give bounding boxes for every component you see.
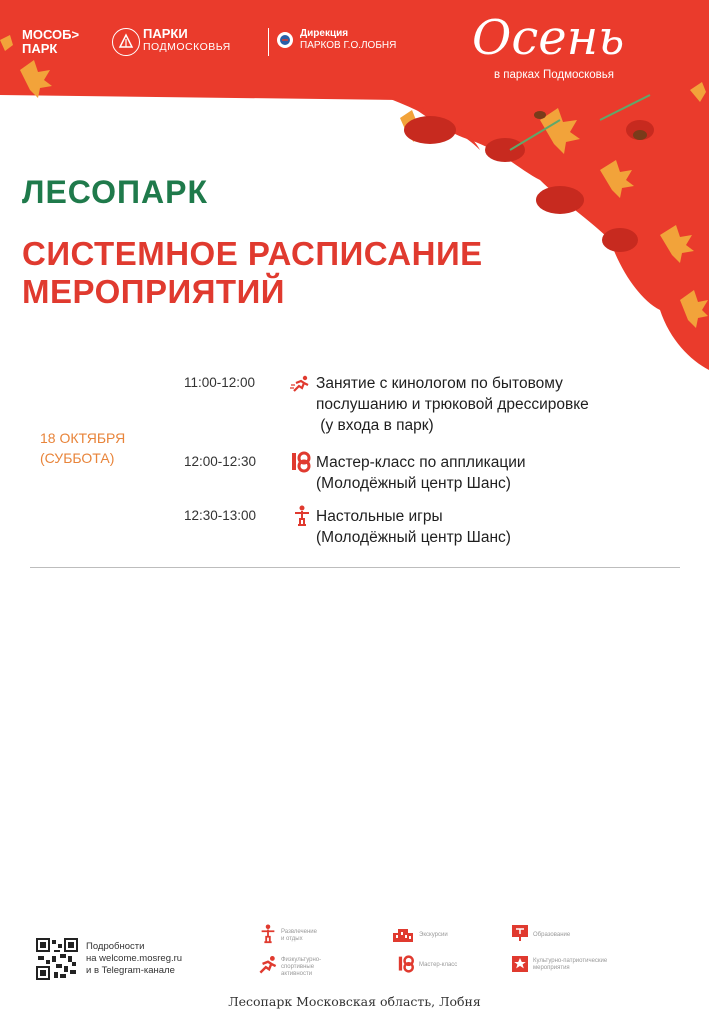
page-heading: СИСТЕМНОЕ РАСПИСАНИЕ МЕРОПРИЯТИЙ (22, 235, 483, 310)
legend-label: Мастер-класс (419, 962, 458, 968)
direction-parks-lobnya-logo: Дирекция ПАРКОВ Г.О.ЛОБНЯ (300, 28, 397, 51)
legend-icon-culture (511, 955, 529, 978)
legend-label: Экскурсии (419, 932, 448, 938)
event-time: 12:00-12:30 (184, 454, 257, 469)
age-18-icon (291, 451, 313, 478)
parks-podmoskovya-logo: ПАРКИ ПОДМОСКОВЬЯ (143, 26, 231, 53)
legend-icon-entertainment (258, 924, 278, 949)
legend-label: Развлечение и отдых (281, 929, 317, 942)
legend-icon-sport (256, 955, 280, 980)
park-name: ЛЕСОПАРК (22, 174, 208, 210)
logo-divider (268, 28, 269, 56)
event-date: 18 ОКТЯБРЯ (СУББОТА) (40, 430, 126, 467)
event-description: Мастер-класс по аппликации (Молодёжный центр Шанс) (316, 454, 526, 492)
legend-icon-excursions (391, 924, 415, 949)
event-time: 11:00-12:00 (184, 375, 256, 390)
event-description: Настольные игры (Молодёжный центр Шанс) (316, 508, 511, 546)
figure-pedestal-icon (292, 505, 312, 532)
footer-location: Лесопарк Московская область, Лобня (228, 994, 481, 1009)
parks-emblem-icon (112, 28, 140, 56)
running-person-icon (290, 375, 312, 398)
legend-icon-education (511, 924, 529, 947)
event-description: Занятие с кинологом по бытовому послушанию и трюковой дрессировке (у входа в парк) (316, 375, 589, 434)
direction-globe-icon (277, 32, 293, 48)
mosobl-park-logo: МОСОБ> ПАРК (22, 27, 80, 56)
section-divider (30, 567, 680, 568)
qr-code (36, 938, 78, 980)
more-info-note: Подробности на welcome.mosreg.ru и в Telegram-канале (86, 941, 183, 976)
legend-label: Образование (533, 932, 571, 938)
season-subtitle: в парках Подмосковья (494, 69, 615, 81)
legend-label: Физкультурно- спортивные активности (281, 957, 322, 977)
season-title: Осень (472, 10, 625, 66)
event-time: 12:30-13:00 (184, 508, 257, 523)
legend-icon-masterclass (398, 955, 416, 978)
legend-label: Культурно-патриотические мероприятия (533, 958, 608, 971)
